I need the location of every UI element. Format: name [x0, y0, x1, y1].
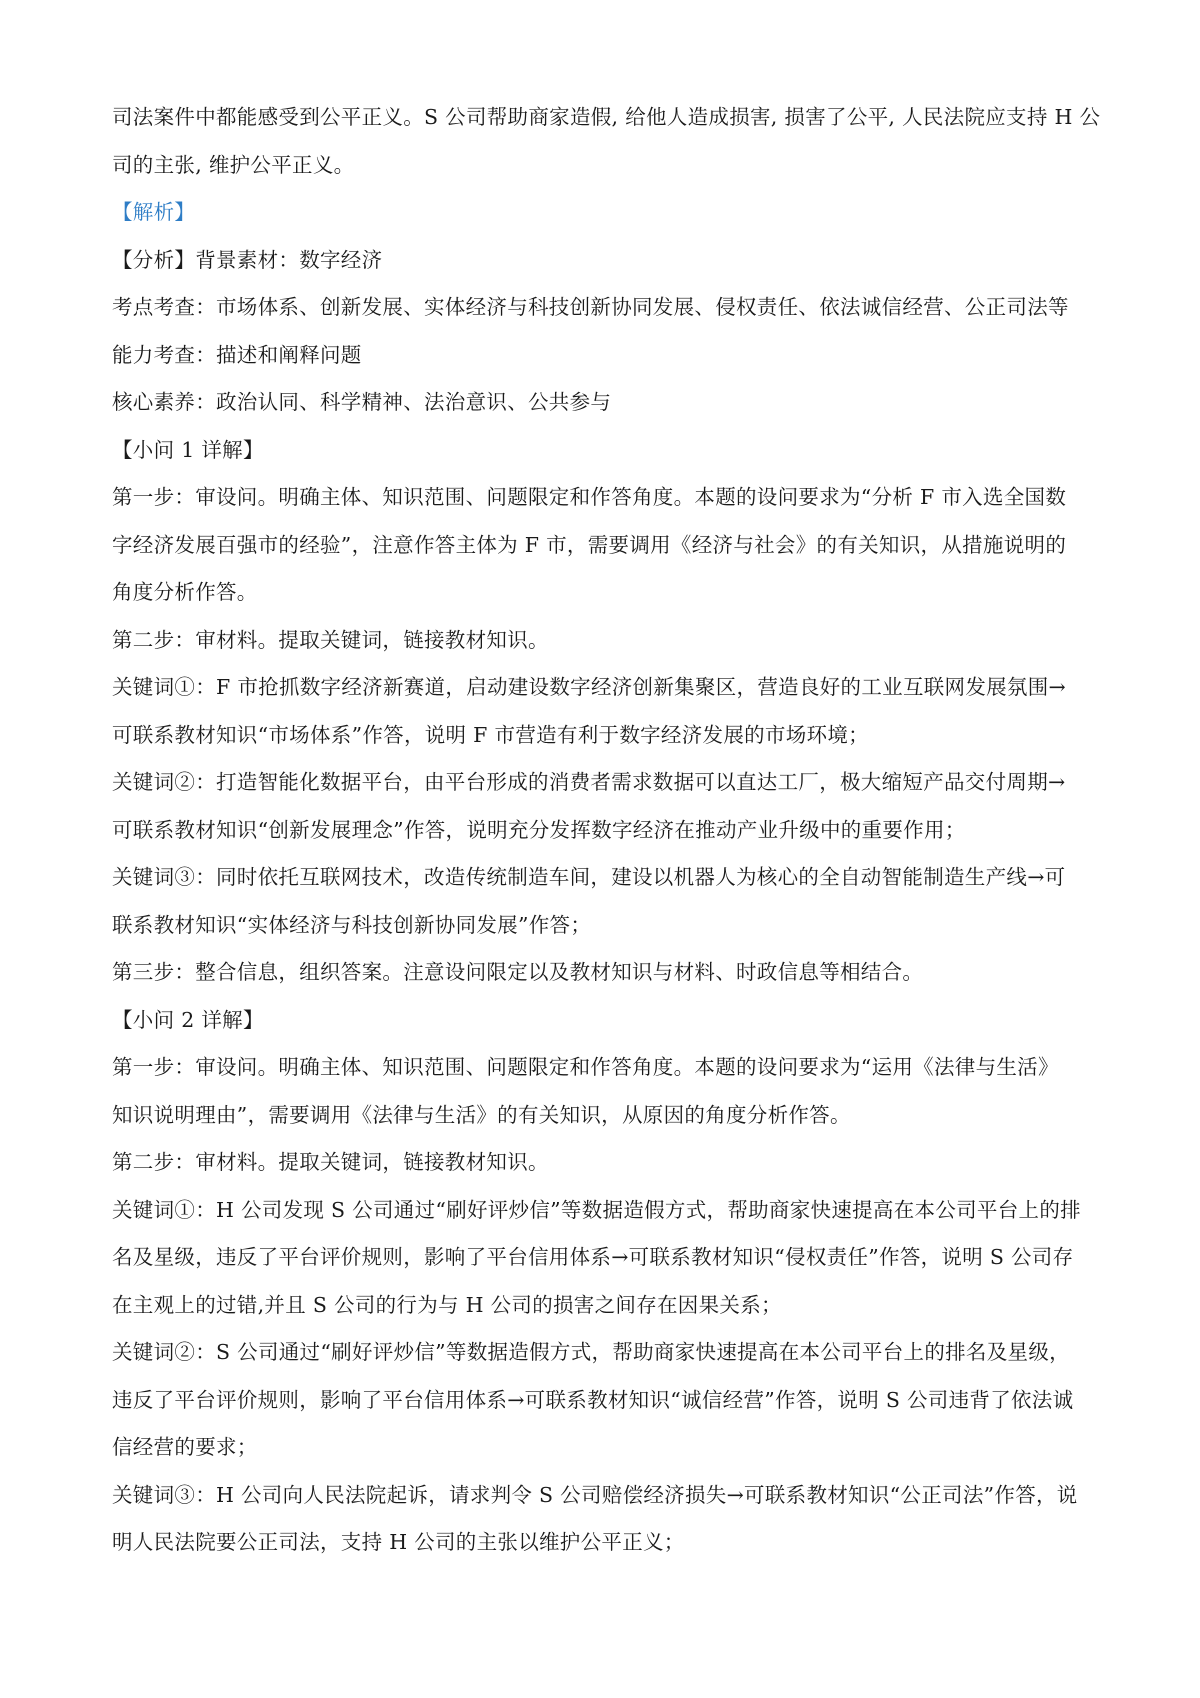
text-line: 第一步：审设问。明确主体、知识范围、问题限定和作答角度。本题的设问要求为“运用《法律与生活》 — [112, 1055, 1059, 1079]
text-line: 关键词①：F 市抢抓数字经济新赛道，启动建设数字经济创新集聚区，营造良好的工业互联网发展氛围→ — [112, 675, 1067, 699]
text-line: 关键词②：打造智能化数据平台，由平台形成的消费者需求数据可以直达工厂，极大缩短产品交付周期→ — [112, 770, 1066, 794]
text-line: 能力考查：描述和阐释问题 — [112, 342, 362, 367]
text-line: 可联系教材知识“创新发展理念”作答，说明充分发挥数字经济在推动产业升级中的重要作用； — [112, 817, 966, 842]
text-line: 关键词③：H 公司向人民法院起诉，请求判令 S 公司赔偿经济损失→可联系教材知识“公正司法”作答，说 — [112, 1482, 1078, 1507]
text-line: 违反了平台评价规则，影响了平台信用体系→可联系教材知识“诚信经营”作答，说明 S 公司违背了依法诚 — [112, 1387, 1074, 1412]
document-page — [112, 94, 1101, 1567]
text-line: 角度分析作答。 — [112, 580, 258, 604]
text-line: 名及星级，违反了平台评价规则，影响了平台信用体系→可联系教材知识“侵权责任”作答，说明 S 公司存 — [112, 1245, 1074, 1269]
text-line: 可联系教材知识“市场体系”作答，说明 F 市营造有利于数字经济发展的市场环境； — [112, 722, 869, 747]
text-line: 考点考查：市场体系、创新发展、实体经济与科技创新协同发展、侵权责任、依法诚信经营、公正司法等 — [112, 295, 1069, 319]
text-line: 司的主张, 维护公平正义。 — [112, 152, 355, 177]
text-line: 字经济发展百强市的经验”，注意作答主体为 F 市，需要调用《经济与社会》的有关知识，从措施说明的 — [112, 532, 1067, 557]
text-line: 第二步：审材料。提取关键词，链接教材知识。 — [112, 627, 549, 652]
text-line: 司法案件中都能感受到公平正义。S 公司帮助商家造假, 给他人造成损害, 损害了公平, 人民法院应支持 H 公 — [112, 105, 1101, 129]
analysis-heading: 【解析】 — [112, 200, 196, 224]
text-line: 信经营的要求； — [112, 1435, 258, 1459]
text-line: 明人民法院要公正司法，支持 H 公司的主张以维护公平正义； — [112, 1530, 685, 1554]
text-line: 联系教材知识“实体经济与科技创新协同发展”作答； — [112, 912, 592, 937]
text-line: 知识说明理由”，需要调用《法律与生活》的有关知识，从原因的角度分析作答。 — [112, 1102, 851, 1127]
text-line: 核心素养：政治认同、科学精神、法治意识、公共参与 — [112, 390, 612, 414]
section-heading: 【小问 2 详解】 — [112, 1007, 264, 1032]
text-line: 第三步：整合信息，组织答案。注意设问限定以及教材知识与材料、时政信息等相结合。 — [112, 960, 924, 984]
text-line: 在主观上的过错,并且 S 公司的行为与 H 公司的损害之间存在因果关系； — [112, 1292, 782, 1317]
text-line: 第二步：审材料。提取关键词，链接教材知识。 — [112, 1150, 549, 1174]
text-line: 关键词②：S 公司通过“刷好评炒信”等数据造假方式，帮助商家快速提高在本公司平台上的排名及星级， — [112, 1340, 1070, 1364]
text-line: 第一步：审设问。明确主体、知识范围、问题限定和作答角度。本题的设问要求为“分析 F 市入选全国数 — [112, 485, 1067, 509]
section-heading: 【小问 1 详解】 — [112, 437, 264, 462]
text-line: 关键词③：同时依托互联网技术，改造传统制造车间，建设以机器人为核心的全自动智能制造生产线→可 — [112, 865, 1066, 889]
text-line: 【分析】背景素材：数字经济 — [112, 247, 383, 272]
text-line: 关键词①：H 公司发现 S 公司通过“刷好评炒信”等数据造假方式，帮助商家快速提高在本公司平台上的排 — [112, 1197, 1081, 1222]
